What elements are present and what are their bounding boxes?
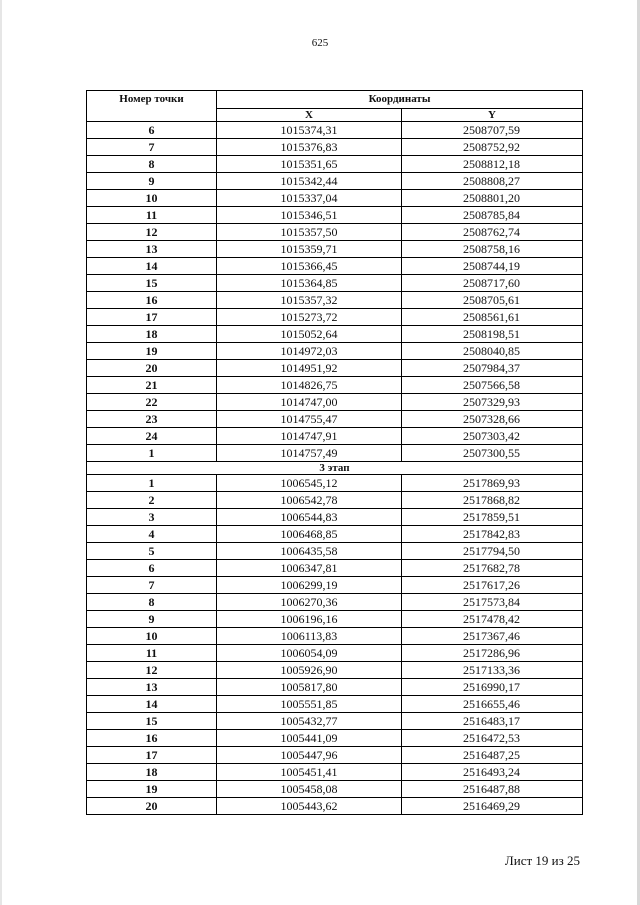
point-number-cell: 15 — [87, 713, 217, 730]
x-coordinate-cell: 1005817,80 — [217, 679, 402, 696]
x-coordinate-cell: 1005458,08 — [217, 781, 402, 798]
x-coordinate-cell: 1005926,90 — [217, 662, 402, 679]
y-coordinate-cell: 2517367,46 — [402, 628, 583, 645]
coordinates-table — [86, 90, 583, 815]
point-number-cell: 7 — [87, 577, 217, 594]
point-number-cell: 21 — [87, 377, 217, 394]
y-coordinate-cell: 2508744,19 — [402, 258, 583, 275]
point-number-cell: 12 — [87, 224, 217, 241]
x-coordinate-cell: 1015366,45 — [217, 258, 402, 275]
table-row — [87, 377, 583, 394]
header-y: Y — [402, 109, 583, 122]
x-coordinate-cell: 1006435,58 — [217, 543, 402, 560]
point-number-cell: 13 — [87, 679, 217, 696]
x-coordinate-cell: 1005551,85 — [217, 696, 402, 713]
point-number-cell: 19 — [87, 781, 217, 798]
point-number-cell: 11 — [87, 645, 217, 662]
point-number-cell: 8 — [87, 156, 217, 173]
point-number-cell: 18 — [87, 764, 217, 781]
table-row — [87, 326, 583, 343]
point-number-cell: 1 — [87, 445, 217, 462]
x-coordinate-cell: 1014747,91 — [217, 428, 402, 445]
point-number-cell: 2 — [87, 492, 217, 509]
table-header — [87, 91, 583, 122]
point-number-cell: 14 — [87, 696, 217, 713]
table-row — [87, 411, 583, 428]
table-row — [87, 645, 583, 662]
x-coordinate-cell: 1006347,81 — [217, 560, 402, 577]
table-row — [87, 662, 583, 679]
point-number-cell: 23 — [87, 411, 217, 428]
table-row — [87, 560, 583, 577]
point-number-cell: 17 — [87, 747, 217, 764]
y-coordinate-cell: 2507328,66 — [402, 411, 583, 428]
header-point-number: Номер точки — [87, 91, 217, 122]
table-row — [87, 696, 583, 713]
table-row — [87, 798, 583, 815]
x-coordinate-cell: 1014951,92 — [217, 360, 402, 377]
y-coordinate-cell: 2507329,93 — [402, 394, 583, 411]
point-number-cell: 24 — [87, 428, 217, 445]
y-coordinate-cell: 2517842,83 — [402, 526, 583, 543]
y-coordinate-cell: 2517859,51 — [402, 509, 583, 526]
table-row — [87, 258, 583, 275]
point-number-cell: 20 — [87, 798, 217, 815]
table-row — [87, 241, 583, 258]
table-row — [87, 139, 583, 156]
x-coordinate-cell: 1006544,83 — [217, 509, 402, 526]
x-coordinate-cell: 1006196,16 — [217, 611, 402, 628]
y-coordinate-cell: 2508801,20 — [402, 190, 583, 207]
point-number-cell: 14 — [87, 258, 217, 275]
x-coordinate-cell: 1014757,49 — [217, 445, 402, 462]
y-coordinate-cell: 2516472,53 — [402, 730, 583, 747]
y-coordinate-cell: 2508762,74 — [402, 224, 583, 241]
table-row — [87, 190, 583, 207]
y-coordinate-cell: 2508040,85 — [402, 343, 583, 360]
table-row — [87, 577, 583, 594]
x-coordinate-cell: 1005441,09 — [217, 730, 402, 747]
table-row — [87, 207, 583, 224]
scan-left-edge — [0, 0, 2, 905]
page-number: 625 — [311, 37, 329, 49]
point-number-cell: 6 — [87, 122, 217, 139]
table-row — [87, 747, 583, 764]
y-coordinate-cell: 2508785,84 — [402, 207, 583, 224]
header-coordinates: Координаты — [217, 91, 583, 109]
table-body-part2 — [87, 475, 583, 815]
point-number-cell: 7 — [87, 139, 217, 156]
x-coordinate-cell: 1006270,36 — [217, 594, 402, 611]
y-coordinate-cell: 2508758,16 — [402, 241, 583, 258]
point-number-cell: 13 — [87, 241, 217, 258]
point-number-cell: 10 — [87, 190, 217, 207]
x-coordinate-cell: 1015357,32 — [217, 292, 402, 309]
point-number-cell: 15 — [87, 275, 217, 292]
table-row — [87, 360, 583, 377]
header-x: X — [217, 109, 402, 122]
point-number-cell: 20 — [87, 360, 217, 377]
table-row — [87, 428, 583, 445]
point-number-cell: 18 — [87, 326, 217, 343]
point-number-cell: 6 — [87, 560, 217, 577]
table-row — [87, 492, 583, 509]
x-coordinate-cell: 1015337,04 — [217, 190, 402, 207]
x-coordinate-cell: 1006542,78 — [217, 492, 402, 509]
y-coordinate-cell: 2516487,25 — [402, 747, 583, 764]
table-row — [87, 679, 583, 696]
table-row — [87, 526, 583, 543]
point-number-cell: 5 — [87, 543, 217, 560]
table-row — [87, 781, 583, 798]
table-row — [87, 509, 583, 526]
table-row — [87, 713, 583, 730]
x-coordinate-cell: 1014972,03 — [217, 343, 402, 360]
y-coordinate-cell: 2508812,18 — [402, 156, 583, 173]
point-number-cell: 9 — [87, 173, 217, 190]
table-row — [87, 309, 583, 326]
table-row — [87, 275, 583, 292]
x-coordinate-cell: 1006113,83 — [217, 628, 402, 645]
point-number-cell: 10 — [87, 628, 217, 645]
y-coordinate-cell: 2508705,61 — [402, 292, 583, 309]
x-coordinate-cell: 1005447,96 — [217, 747, 402, 764]
table-row — [87, 594, 583, 611]
table-row — [87, 764, 583, 781]
x-coordinate-cell: 1015359,71 — [217, 241, 402, 258]
x-coordinate-cell: 1015357,50 — [217, 224, 402, 241]
y-coordinate-cell: 2516483,17 — [402, 713, 583, 730]
x-coordinate-cell: 1015342,44 — [217, 173, 402, 190]
table-row — [87, 445, 583, 462]
y-coordinate-cell: 2508561,61 — [402, 309, 583, 326]
table-row — [87, 173, 583, 190]
point-number-cell: 19 — [87, 343, 217, 360]
point-number-cell: 12 — [87, 662, 217, 679]
point-number-cell: 16 — [87, 730, 217, 747]
y-coordinate-cell: 2517868,82 — [402, 492, 583, 509]
stage-label: 3 этап — [87, 462, 583, 475]
point-number-cell: 4 — [87, 526, 217, 543]
y-coordinate-cell: 2508808,27 — [402, 173, 583, 190]
y-coordinate-cell: 2517133,36 — [402, 662, 583, 679]
y-coordinate-cell: 2507566,58 — [402, 377, 583, 394]
y-coordinate-cell: 2516990,17 — [402, 679, 583, 696]
point-number-cell: 8 — [87, 594, 217, 611]
y-coordinate-cell: 2507984,37 — [402, 360, 583, 377]
y-coordinate-cell: 2508752,92 — [402, 139, 583, 156]
table-row — [87, 730, 583, 747]
table-row — [87, 628, 583, 645]
x-coordinate-cell: 1005443,62 — [217, 798, 402, 815]
table-row — [87, 394, 583, 411]
x-coordinate-cell: 1005432,77 — [217, 713, 402, 730]
x-coordinate-cell: 1015273,72 — [217, 309, 402, 326]
point-number-cell: 9 — [87, 611, 217, 628]
y-coordinate-cell: 2517286,96 — [402, 645, 583, 662]
x-coordinate-cell: 1015374,31 — [217, 122, 402, 139]
point-number-cell: 22 — [87, 394, 217, 411]
sheet-label: Лист 19 из 25 — [504, 853, 580, 868]
point-number-cell: 17 — [87, 309, 217, 326]
table-row — [87, 475, 583, 492]
y-coordinate-cell: 2517617,26 — [402, 577, 583, 594]
table-body-part1 — [87, 122, 583, 462]
y-coordinate-cell: 2517682,78 — [402, 560, 583, 577]
y-coordinate-cell: 2507300,55 — [402, 445, 583, 462]
y-coordinate-cell: 2516487,88 — [402, 781, 583, 798]
table-row — [87, 611, 583, 628]
point-number-cell: 3 — [87, 509, 217, 526]
y-coordinate-cell: 2516493,24 — [402, 764, 583, 781]
x-coordinate-cell: 1006054,09 — [217, 645, 402, 662]
table-row — [87, 292, 583, 309]
x-coordinate-cell: 1006468,85 — [217, 526, 402, 543]
y-coordinate-cell: 2517869,93 — [402, 475, 583, 492]
point-number-cell: 1 — [87, 475, 217, 492]
table-row — [87, 122, 583, 139]
y-coordinate-cell: 2508707,59 — [402, 122, 583, 139]
y-coordinate-cell: 2508717,60 — [402, 275, 583, 292]
x-coordinate-cell: 1015376,83 — [217, 139, 402, 156]
y-coordinate-cell: 2516469,29 — [402, 798, 583, 815]
table-row — [87, 343, 583, 360]
point-number-cell: 16 — [87, 292, 217, 309]
y-coordinate-cell: 2507303,42 — [402, 428, 583, 445]
x-coordinate-cell: 1015351,65 — [217, 156, 402, 173]
x-coordinate-cell: 1014747,00 — [217, 394, 402, 411]
point-number-cell: 11 — [87, 207, 217, 224]
x-coordinate-cell: 1006299,19 — [217, 577, 402, 594]
x-coordinate-cell: 1006545,12 — [217, 475, 402, 492]
table-row — [87, 156, 583, 173]
x-coordinate-cell: 1015052,64 — [217, 326, 402, 343]
x-coordinate-cell: 1014826,75 — [217, 377, 402, 394]
y-coordinate-cell: 2517573,84 — [402, 594, 583, 611]
y-coordinate-cell: 2517478,42 — [402, 611, 583, 628]
x-coordinate-cell: 1005451,41 — [217, 764, 402, 781]
y-coordinate-cell: 2517794,50 — [402, 543, 583, 560]
y-coordinate-cell: 2516655,46 — [402, 696, 583, 713]
y-coordinate-cell: 2508198,51 — [402, 326, 583, 343]
x-coordinate-cell: 1015346,51 — [217, 207, 402, 224]
table-row — [87, 543, 583, 560]
stage-separator — [87, 462, 583, 475]
x-coordinate-cell: 1014755,47 — [217, 411, 402, 428]
table-row — [87, 224, 583, 241]
x-coordinate-cell: 1015364,85 — [217, 275, 402, 292]
